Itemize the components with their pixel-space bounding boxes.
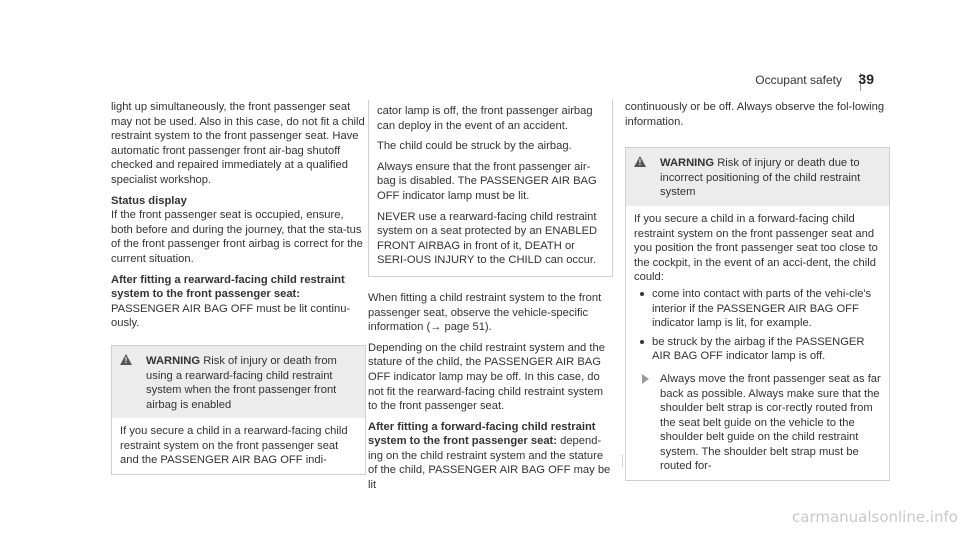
rearward-text: PASSENGER AIR BAG OFF must be lit continu-ously.	[111, 302, 351, 330]
rearward-heading: After fitting a rearward-facing child restraint system to the front passenger seat:	[111, 273, 345, 301]
fitting-paragraph: When fitting a child restraint system to the front passenger seat, observe the vehicle-specific information (→ page 51).	[368, 291, 602, 334]
bullet-icon	[640, 292, 644, 296]
warning-cont-4: NEVER use a rearward-facing child restraint system on a seat protected by an ENABLED FRONT AIRBAG in front of it, DEATH or SERI-OUS INJURY to the CHILD can occur.	[377, 210, 598, 267]
page-header	[0, 73, 960, 89]
bullet-icon	[640, 340, 644, 344]
forward-text: depend-ing on the child restraint system and the stature of the child, PASSENGER AIR BAG OFF may be lit	[368, 435, 611, 492]
warning-label: WARNING	[660, 157, 715, 170]
warning-cont-2: The child could be struck by the airbag.	[377, 140, 572, 153]
forward-heading: After fitting a forward-facing child restraint system to the front passenger seat:	[368, 420, 596, 448]
warning-cont-3: Always ensure that the front passenger air-bag is disabled. The PASSENGER AIR BAG OFF indicator lamp must be lit.	[377, 160, 597, 202]
step-arrow-icon	[642, 374, 649, 384]
warning-label: WARNING	[146, 354, 201, 367]
warning-box-rearward	[111, 345, 366, 475]
intro-continued: continuously or be off. Always observe the fol-lowing information.	[625, 101, 885, 128]
warning-title: Risk of injury or death due to incorrect positioning of the child restraint system	[660, 157, 861, 199]
warning-continuation	[368, 100, 613, 277]
warning-body-text: If you secure a child in a forward-facing child restraint system on the front passenger seat and you position the front passenger seat too close to the cockpit, in the event of an acci-dent, the child could:	[634, 212, 878, 284]
stature-paragraph: Depending on the child restraint system and the stature of the child, the PASSENGER AIR BAG OFF indicator lamp may be off. In this case, do not fit the rearward-facing child restraint system to the front passenger seat.	[368, 341, 605, 413]
warning-body: If you secure a child in a rearward-facing child restraint system on the front passenger seat and the PASSENGER AIR BAG OFF indi-	[120, 425, 348, 467]
section-title: Occupant safety	[755, 73, 842, 87]
step-text: Always move the front passenger seat as far back as possible. Always make sure that the shoulder belt strap is cor-rectly routed from the seat belt guide on the vehicle to the shoulder belt guide on the child restraint system. The shoulder belt strap must be routed for-	[660, 372, 881, 473]
warning-header: ! WARNING Risk of injury or death from using a rearward-facing child restraint system when the front passenger front airbag is enabled	[112, 346, 365, 418]
list-item: come into contact with parts of the vehi-cle's interior if the PASSENGER AIR BAG OFF indicator lamp is lit, for example.	[634, 287, 881, 331]
column-1	[111, 100, 366, 475]
instruction-step	[634, 372, 881, 474]
intro-paragraph: light up simultaneously, the front passenger seat may not be used. Also in this case, do not fit a child restraint system to the front passenger seat. Have automatic front passenger front air-bag shutoff checked and repaired immediately at a qualified specialist workshop.	[111, 101, 365, 186]
warning-title: Risk of injury or death from using a rearward-facing child restraint system when the front passenger front airbag is enabled	[146, 354, 337, 411]
watermark: carmanualsonline.info	[792, 508, 958, 526]
warning-header: ! WARNING Risk of injury or death due to incorrect positioning of the child restraint system	[626, 148, 889, 206]
warning-cont-1: cator lamp is off, the front passenger airbag can deploy in the event of an accident.	[377, 105, 593, 132]
column-2	[368, 100, 613, 499]
warning-bullet-list	[634, 287, 881, 364]
status-display-text: If the front passenger seat is occupied, ensure, both before and during the journey, that the sta-tus of the front passenger front airbag is correct for the current situation.	[111, 209, 363, 265]
page-number: 39	[858, 71, 874, 87]
column-divider	[622, 455, 623, 467]
warning-box-forward	[625, 147, 890, 481]
warning-body	[626, 206, 889, 480]
status-display-heading: Status display	[111, 194, 187, 207]
column-3	[625, 100, 890, 481]
list-item: be struck by the airbag if the PASSENGER AIR BAG OFF indicator lamp is off.	[634, 335, 881, 364]
